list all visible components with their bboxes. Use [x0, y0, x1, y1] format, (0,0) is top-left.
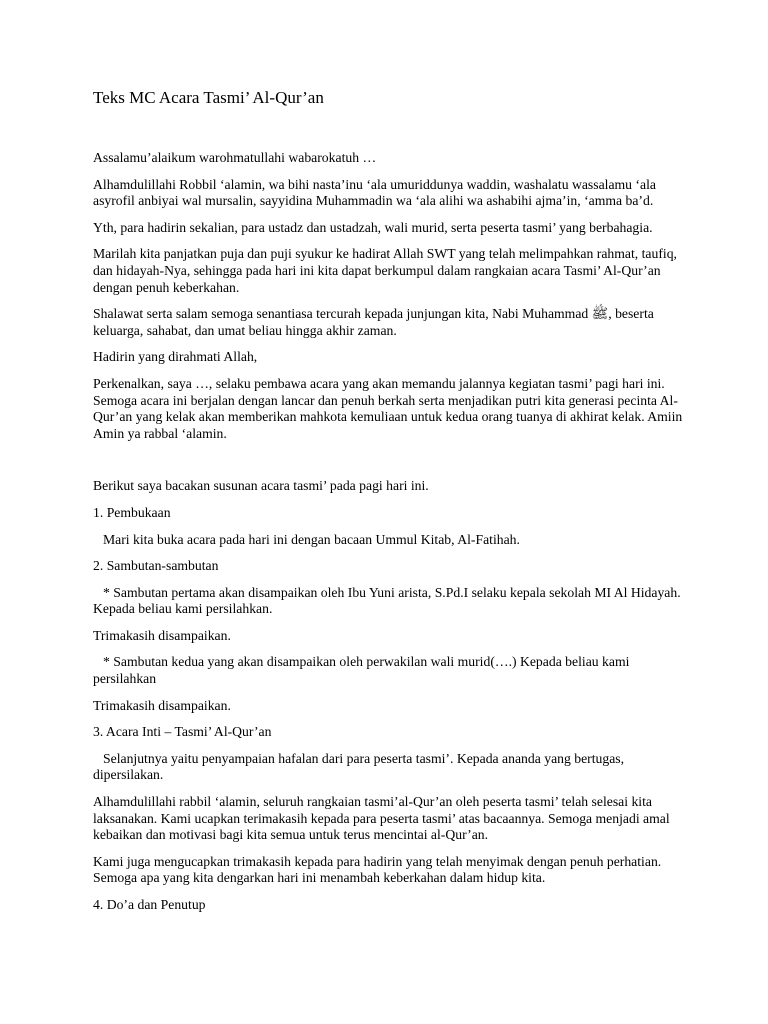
agenda-intro-paragraph: Berikut saya bacakan susunan acara tasmi’ pada pagi hari ini. [93, 478, 429, 494]
shalawat-paragraph: Shalawat serta salam semoga senantiasa tercurah kepada junjungan kita, Nabi Muhammad ﷺ, beserta keluarga, sahabat, dan umat beliau hingga akhir zaman. [93, 306, 654, 338]
audience-address-paragraph: Yth, para hadirin sekalian, para ustadz dan ustadzah, wali murid, serta peserta tasmi’ yang berbahagia. [93, 219, 653, 235]
second-speech-paragraph: * Sambutan kedua yang akan disampaikan oleh perwakilan wali murid(….) Kepada beliau kami persilahkan [93, 654, 630, 687]
main-event-detail-paragraph: Selanjutnya yaitu penyampaian hafalan dari para peserta tasmi’. Kepada ananda yang bertugas, dipersilakan. [93, 750, 625, 783]
document-title: Teks MC Acara Tasmi’ Al-Qur’an [93, 88, 324, 107]
opening-detail-paragraph: Mari kita buka acara pada hari ini dengan bacaan Ummul Kitab, Al-Fatihah. [103, 531, 520, 547]
thanks-paragraph-2: Trimakasih disampaikan. [93, 697, 231, 713]
section-heading-speeches: 2. Sambutan-sambutan [93, 558, 219, 574]
greeting-paragraph: Assalamu’alaikum warohmatullahi wabarokatuh … [93, 150, 377, 165]
gratitude-paragraph: Marilah kita panjatkan puja dan puji syukur ke hadirat Allah SWT yang telah melimpahkan rahmat, taufiq, dan hidayah-Nya, sehingga pada hari ini kita dapat berkumpul dalam rangkaian acara Tasmi’ Al-Qur’an dengan penuh keberkahan. [93, 246, 677, 295]
section-heading-opening: 1. Pembukaan [93, 504, 171, 520]
thanks-paragraph-1: Trimakasih disampaikan. [93, 627, 231, 643]
audience-greeting-paragraph: Hadirin yang dirahmati Allah, [93, 349, 258, 365]
document-page [93, 88, 683, 924]
closing-praise-paragraph: Alhamdulillahi rabbil ‘alamin, seluruh rangkaian tasmi’al-Qur’an oleh peserta tasmi’ telah selesai kita laksanakan. Kami ucapkan terimakasih kepada para peserta tasmi’ atas bacaannya. Semoga menjadi amal kebaikan dan motivasi bagi kita semua untuk terus mencintai al-Qur’an. [93, 794, 670, 843]
opening-praise-paragraph: Alhamdulillahi Robbil ‘alamin, wa bihi nasta’inu ‘ala umuriddunya waddin, washalatu wassalamu ‘ala asyrofil anbiyai wal mursalin, sayyidina Muhammadin wa ‘ala alihi wa ashabihi ajma’in, ‘amma ba’d. [93, 176, 656, 209]
section-heading-closing: 4. Do’a dan Penutup [93, 897, 206, 912]
audience-thanks-paragraph: Kami juga mengucapkan trimakasih kepada para hadirin yang telah menyimak dengan penuh perhatian. Semoga apa yang kita dengarkan hari ini menambah keberkahan dalam hidup kita. [93, 853, 662, 886]
section-heading-main-event: 3. Acara Inti – Tasmi’ Al-Qur’an [93, 724, 272, 740]
introduction-paragraph: Perkenalkan, saya …, selaku pembawa acara yang akan memandu jalannya kegiatan tasmi’ pagi hari ini. Semoga acara ini berjalan dengan lancar dan penuh berkah serta menjadikan putri kita generasi pecinta Al-Qur’an yang kelak akan memberikan mahkota kemuliaan untuk kedua orang tuanya di akhirat kelak. Amiin Amin ya rabbal ‘alamin. [93, 375, 683, 441]
first-speech-paragraph: * Sambutan pertama akan disampaikan oleh Ibu Yuni arista, S.Pd.I selaku kepala sekolah MI Al Hidayah. Kepada beliau kami persilahkan. [93, 584, 681, 617]
